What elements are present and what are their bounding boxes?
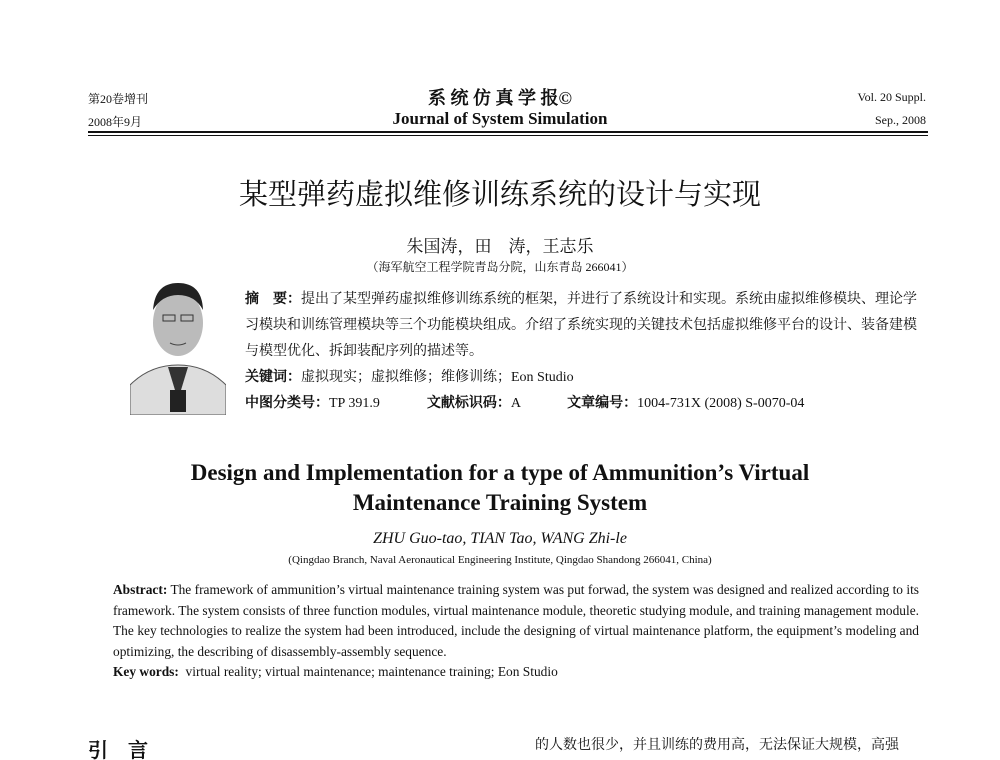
article-no-value: 1004-731X (2008) S-0070-04 (637, 396, 805, 411)
date-zh: 2008年9月 (88, 115, 143, 129)
authors-zh: 朱国涛，田 涛，王志乐 (406, 237, 594, 256)
doc-code-label: 文献标识码： (426, 396, 511, 411)
abstract-text-zh: 提出了某型弹药虚拟维修训练系统的框架，并进行了系统设计和实现。系统由虚拟维修模块、理论学习模块和训练管理模块等三个功能模块组成。介绍了系统实现的关键技术包括虚拟维修平台的设计、装备建模与模型优化、拆卸装配序列的描述等。 (245, 292, 917, 359)
title-en-line1: Design and Implementation for a type of Ammunition’s Virtual (190, 460, 810, 485)
article-no-label: 文章编号： (567, 396, 638, 411)
authors-en: ZHU Guo-tao, TIAN Tao, WANG Zhi-le (373, 530, 627, 547)
author-photo (130, 265, 226, 415)
affiliation-en: (Qingdao Branch, Naval Aeronautical Engineering Institute, Qingdao Shandong 266041, China) (288, 554, 712, 566)
abstract-en (113, 580, 919, 683)
title-en-line2: Maintenance Training System (352, 490, 648, 515)
doc-code-value: A (510, 396, 521, 411)
header-rule-thin (88, 135, 928, 136)
header-rule (88, 131, 928, 133)
body-text-right-column: 的人数也很少，并且训练的费用高，无法保证大规模，高强 (535, 738, 899, 753)
journal-title-zh: 系 统 仿 真 学 报© (428, 88, 572, 108)
volume-zh: 第20卷增刊 (88, 92, 149, 106)
abstract-text-en: The framework of ammunition’s virtual maintenance training system was put forwad, the system was designed and realized according to its framework. The system consists of three function modules, virtual maintenance module, theoretic studying module, and training management module. The key technologies to realize the system had been introduced, include the designing of virtual maintenance platform, the equipment’s modeling and optimizing, the describing of disassembly-assembly sequence. (113, 582, 919, 659)
keywords-en: virtual reality; virtual maintenance; maintenance training; Eon Studio (185, 664, 558, 679)
volume-en: Vol. 20 Suppl. (857, 90, 926, 104)
keywords-label-en: Key words: (113, 664, 179, 679)
abstract-label-zh: 摘 要： (245, 292, 301, 307)
title-zh: 某型弹药虚拟维修训练系统的设计与实现 (238, 179, 761, 211)
clc-label: 中图分类号： (245, 396, 329, 411)
journal-title-en: Journal of System Simulation (392, 109, 608, 128)
keywords-label-zh: 关键词： (245, 370, 301, 385)
abstract-label-en: Abstract: (113, 582, 168, 597)
keywords-zh: 虚拟现实；虚拟维修；维修训练；Eon Studio (301, 370, 574, 385)
clc-value: TP 391.9 (329, 396, 380, 411)
section-heading-introduction: 引 言 (88, 740, 148, 760)
affiliation-zh: （海军航空工程学院青岛分院，山东青岛 266041） (366, 260, 634, 274)
date-en: Sep., 2008 (875, 113, 926, 127)
abstract-zh (245, 287, 925, 417)
